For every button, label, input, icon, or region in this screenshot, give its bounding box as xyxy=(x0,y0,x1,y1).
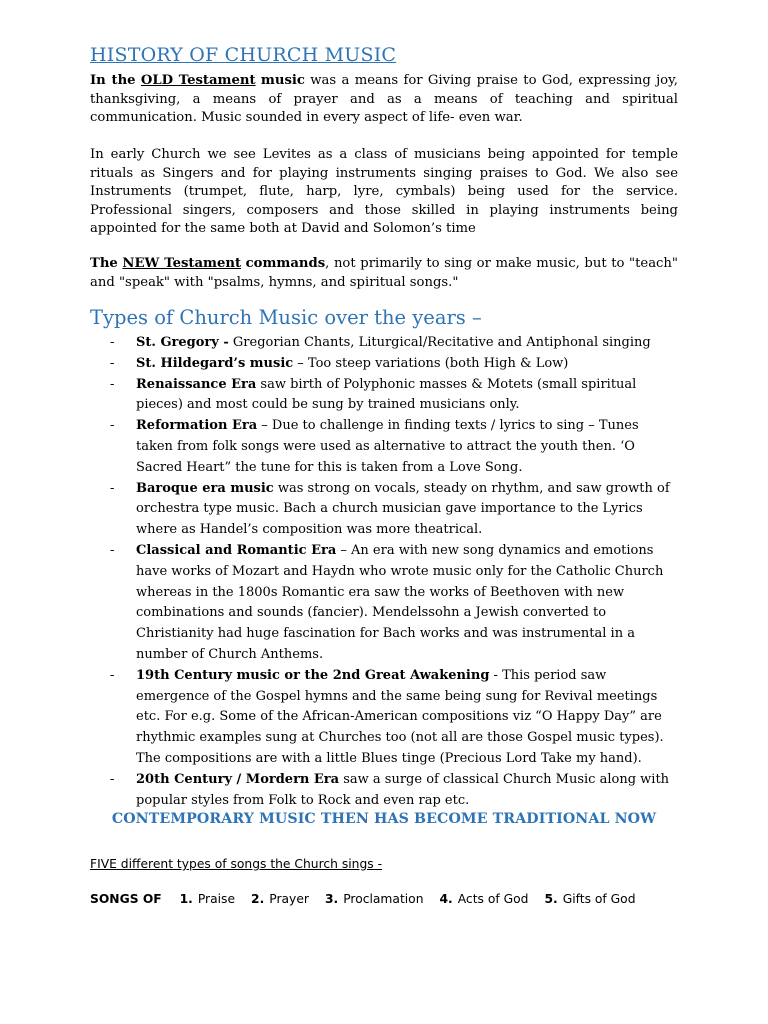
five-types-heading: FIVE different types of songs the Church sings - xyxy=(90,857,383,871)
type-name: St. Gregory - xyxy=(136,335,229,350)
type-list-item xyxy=(110,416,670,478)
type-description: – Too steep variations (both High & Low) xyxy=(293,355,569,371)
song-number: 4. xyxy=(439,892,453,906)
list-dash: - xyxy=(110,771,115,787)
type-list-item xyxy=(110,333,670,354)
para-the: The xyxy=(90,256,118,271)
type-description: Gregorian Chants, Liturgical/Recitative and Antiphonal singing xyxy=(228,335,651,350)
type-description: – An era with new song dynamics and emotions have works of Mozart and Haydn who wrote music only for the Catholic Church whereas in the 1800s Romantic era saw the works of Beethoven with new combinations and sounds (fancier). Mendelssohn a Jewish converted to Christianity had huge fascination for Bach works and was instrumental in a number of Church Anthems. xyxy=(136,542,664,662)
type-list-item xyxy=(110,479,670,541)
commands-term: commands xyxy=(245,256,326,271)
songs-lead: SONGS OF xyxy=(90,892,162,906)
old-testament-paragraph xyxy=(90,72,678,128)
type-description: was strong on vocals, steady on rhythm, and saw growth of orchestra type music. Bach a church musician gave importance to the Lyrics where as Handel’s composition was more theatrical. xyxy=(136,480,670,538)
list-dash: - xyxy=(110,376,115,392)
music-term: music xyxy=(260,73,305,88)
list-dash: - xyxy=(110,667,115,683)
contemporary-heading: CONTEMPORARY MUSIC THEN HAS BECOME TRADITIONAL NOW xyxy=(111,811,657,827)
type-list-item xyxy=(110,770,670,812)
song-label: Gifts of God xyxy=(562,892,636,906)
list-dash: - xyxy=(110,480,115,496)
list-dash: - xyxy=(110,542,115,558)
types-heading: Types of Church Music over the years – xyxy=(90,306,482,329)
song-type xyxy=(251,892,309,906)
new-testament-paragraph xyxy=(90,255,678,292)
type-description: – Due to challenge in finding texts / lyrics to sing – Tunes taken from folk songs were used as alternative to attract the youth then. ‘O Sacred Heart” the tune for this is taken from a Love Song. xyxy=(136,418,639,475)
type-name: 20th Century / Mordern Era xyxy=(136,771,340,787)
song-label: Acts of God xyxy=(457,892,529,906)
songs-row xyxy=(90,892,652,906)
old-testament-text: was a means for Giving praise to God, expressing joy, thanksgiving, a means of prayer and as a means of teaching and spiritual communication. Music sounded in every aspect of life- even war. xyxy=(90,73,679,126)
song-label: Prayer xyxy=(269,892,309,906)
type-name: St. Hildegard’s music xyxy=(136,355,294,371)
song-type xyxy=(325,892,424,906)
song-number: 5. xyxy=(544,892,558,906)
page-title: HISTORY OF CHURCH MUSIC xyxy=(90,44,397,66)
type-list-item xyxy=(110,375,670,417)
song-number: 1. xyxy=(179,892,193,906)
list-dash: - xyxy=(110,355,115,371)
old-testament-term: OLD Testament xyxy=(140,73,256,88)
song-type xyxy=(544,892,635,906)
para-lead: In the xyxy=(90,73,136,88)
song-label: Proclamation xyxy=(343,892,424,906)
type-list-item xyxy=(110,354,670,375)
type-description: saw birth of Polyphonic masses & Motets (small spiritual pieces) and most could be sung by trained musicians only. xyxy=(136,376,637,413)
new-testament-term: NEW Testament xyxy=(122,256,242,271)
type-name: 19th Century music or the 2nd Great Awakening xyxy=(136,667,490,683)
type-name: Renaissance Era xyxy=(136,376,257,392)
type-description: saw a surge of classical Church Music along with popular styles from Folk to Rock and even rap etc. xyxy=(136,771,670,808)
type-list-item xyxy=(110,666,670,770)
song-label: Praise xyxy=(197,892,236,906)
type-name: Reformation Era xyxy=(136,418,258,434)
song-type xyxy=(180,892,235,906)
song-number: 2. xyxy=(251,892,265,906)
new-testament-text: , not primarily to sing or make music, but to "teach" and "speak" with "psalms, hymns, and spiritual songs." xyxy=(90,256,678,290)
types-list xyxy=(110,333,670,811)
early-church-paragraph: In early Church we see Levites as a class of musicians being appointed for temple rituals as Singers and for playing instruments singing praises to God. We also see Instruments (trumpet, flute, harp, lyre, cymbals) being used for the service. Professional singers, composers and those skilled in playing instruments being appointed for the same both at David and Solomon’s time xyxy=(90,147,678,237)
song-number: 3. xyxy=(324,892,339,906)
type-name: Classical and Romantic Era xyxy=(136,542,337,558)
list-dash: - xyxy=(110,418,115,434)
type-list-item xyxy=(110,541,670,666)
song-type xyxy=(440,892,529,906)
type-name: Baroque era music xyxy=(136,480,274,496)
list-dash: - xyxy=(110,335,115,350)
type-description: - This period saw emergence of the Gospel hymns and the same being sung for Revival meetings etc. For e.g. Some of the African-American compositions viz “O Happy Day” are rhythmic examples sung at Churches too (not all are those Gospel music types). The compositions are with a little Blues tinge (Precious Lord Take my hand). xyxy=(136,667,664,766)
